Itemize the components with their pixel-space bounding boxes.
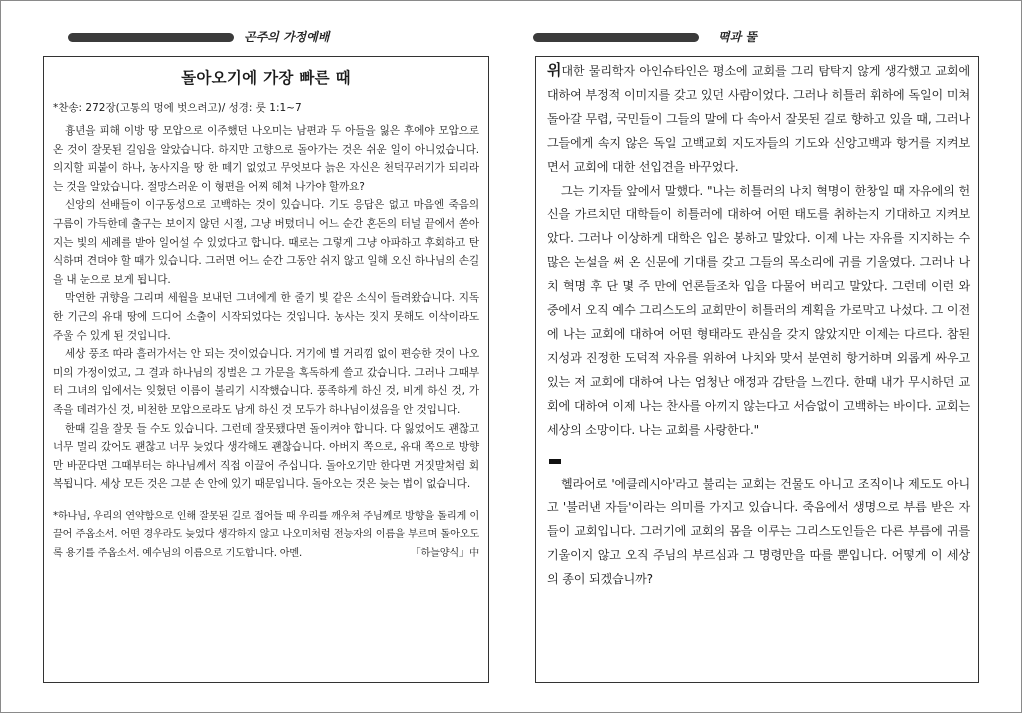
devotion-paragraph: 신앙의 선배들이 이구동성으로 고백하는 것이 있습니다. 기도 응답은 없고 마음엔 죽음의 구름이 가득한데 출구는 보이지 않던 시절, 그냥 버텼더니 어느 순간 혼돈의 터널 끝에서 쏟아지는 빛의 세례를 받아 일어설 수 있었다고 합니다. 때로는 그렇게 그냥 아파하고 후회하고 탄식하며 견뎌야 할 때가 있습니다. 그러면 어느 순간 그동안 쉬지 않고 일해 오신 하나님의 손길을 내 눈으로 보게 됩니다. — [53, 199, 479, 286]
article-title: 돌아오기에 가장 빠른 때 — [181, 69, 351, 87]
left-header-title: 곤주의 가정예배 — [244, 30, 330, 44]
devotion-paragraph: 막연한 귀향을 그리며 세월을 보내던 그녀에게 한 줄기 빛 같은 소식이 들려왔습니다. 지독한 기근의 유대 땅에 드디어 소출이 시작되었다는 것입니다. 농사는 짓지 못해도 이삭이라도 주울 수 있게 된 것입니다. — [53, 292, 479, 342]
source-citation: 「하늘양식」中 — [410, 547, 479, 559]
devotion-panel — [43, 56, 489, 683]
prayer-block — [53, 508, 479, 563]
right-header-title: 뗙과 뚤 — [718, 30, 757, 44]
essay-paragraph-1-text: 대한 물리학자 아인슈타인은 평소에 교회를 그리 탐탁지 않게 생각했고 교회에 대하여 부정적 이미지를 갖고 있던 사람이었다. 그러나 히틀러 휘하에 독일이 미쳐 돌아갈 무렵, 국민들이 그들의 말에 다 속아서 잘못된 길로 향하고 있을 때, 그러나 그들에게 속지 않은 독일 고백교회 지도자들의 기도와 신앙고백과 항거를 지켜보면서 교회에 대한 선입견을 바꾸었다. — [547, 64, 970, 174]
essay-paragraph: 헬라어로 '에클레시아'라고 불리는 교회는 건물도 아니고 조직이나 제도도 아니고 '불러낸 자들'이라는 의미를 가지고 있습니다. 죽음에서 생명으로 부름 받은 자들이 교회입니다. 그러기에 교회의 몸을 이루는 그리스도인들은 다른 부름에 귀를 기울이지 않고 오직 주님의 부르심과 그 명령만을 따를 뿐입니다. 어떻게 이 세상의 종이 되겠습니까? — [547, 476, 970, 587]
essay-panel — [535, 56, 979, 683]
right-header-bar — [533, 33, 699, 42]
hymn-scripture-line: *찬송: 272장(고통의 멍에 벗으려고)/ 성경: 룻 1:1~7 — [53, 102, 302, 114]
left-header-bar — [68, 33, 234, 42]
drop-cap: 위 — [547, 61, 562, 79]
essay-paragraph: 그는 기자들 앞에서 말했다. "나는 히틀러의 나치 혁명이 한창일 때 자유에의 헌신을 가르치던 대학들이 히틀러에 대하여 어떤 태도를 취하는지 기대하고 지켜보았다. 그러나 이상하게 대학은 입은 봉하고 말았다. 이제 나는 자유를 지지하는 수많은 논설을 써 온 신문에 기대를 갖고 그들의 목소리에 귀를 기울였다. 그러나 나치 혁명 후 단 몇 주 만에 언론들조차 입을 다물어 버리고 말았다. 그런데 이런 와중에서 오직 예수 그리스도의 교회만이 히틀러의 계획을 가로막고 나섰다. 그 이전에 나는 교회에 대하여 어떤 형태라도 관심을 갖지 않았지만 이제는 다르다. 참된 지성과 진정한 도덕적 자유를 위하여 나치와 맞서 분연히 항거하며 외롭게 싸우고 있는 저 교회에 대하여 나는 엄청난 애정과 감탄을 느낀다. 한때 내가 무시하던 교회에 대하여 이제 나는 찬사를 아끼지 않는다고 서슴없이 고백하는 바이다. 교회는 세상의 소망이다. 나는 교회를 사랑한다." — [547, 183, 970, 437]
separator-mark — [549, 459, 561, 464]
section-separator — [547, 443, 970, 473]
prayer-text: *하나님, 우리의 연약함으로 인해 잘못된 길로 접어들 때 우리를 깨우쳐 주님께로 방향을 돌리게 이끌어 주옵소서. 어떤 경우라도 늦었다 생각하지 않고 나오미처럼 전능자의 이름을 부르며 돌아오도록 용기를 주옵소서. 예수님의 이름으로 기도합니다. 아멘. — [53, 510, 479, 559]
devotion-paragraph: 세상 풍조 따라 흘러가서는 안 되는 것이었습니다. 거기에 별 거리낌 없이 편승한 것이 나오미의 가정이었고, 그 결과 하나님의 징벌은 그 가문을 혹독하게 쓸고 갔습니다. 그러나 그때부터 그녀의 입에서는 잊혔던 이름이 불리기 시작했습니다. 풍족하게 하신 것, 비게 하신 것, 가족을 데려가신 것, 비천한 모압으로라도 남게 하신 것 모두가 하나님이셨음을 안 것입니다. — [53, 348, 479, 416]
devotion-paragraph: 흉년을 피해 이방 땅 모압으로 이주했던 나오미는 남편과 두 아들을 잃은 후에야 모압으로 온 것이 잘못된 길임을 알았습니다. 하지만 고향으로 돌아가는 것은 쉬운 일이 아니었습니다. 의지할 피붙이 하나, 농사지을 땅 한 떼기 없었고 무엇보다 늙은 자신은 천덕꾸러기가 되리라는 것을 알았습니다. 절망스러운 이 형편을 어찌 헤쳐 나가야 할까요? — [53, 125, 479, 193]
essay-paragraph — [547, 59, 970, 180]
devotion-paragraph: 한때 길을 잘못 들 수도 있습니다. 그런데 잘못됐다면 돌이켜야 합니다. 다 잃었어도 괜찮고 너무 멀리 갔어도 괜찮고 너무 늦었다 생각해도 괜찮습니다. 아버지 쪽으로, 유대 쪽으로 방향만 바꾼다면 그때부터는 하나님께서 직접 이끌어 주십니다. 돌아오기만 한다면 거짓말처럼 회복됩니다. 세상 모든 것은 그분 손 안에 있기 때문입니다. 돌아오는 것은 늦는 법이 없습니다. — [53, 422, 479, 491]
